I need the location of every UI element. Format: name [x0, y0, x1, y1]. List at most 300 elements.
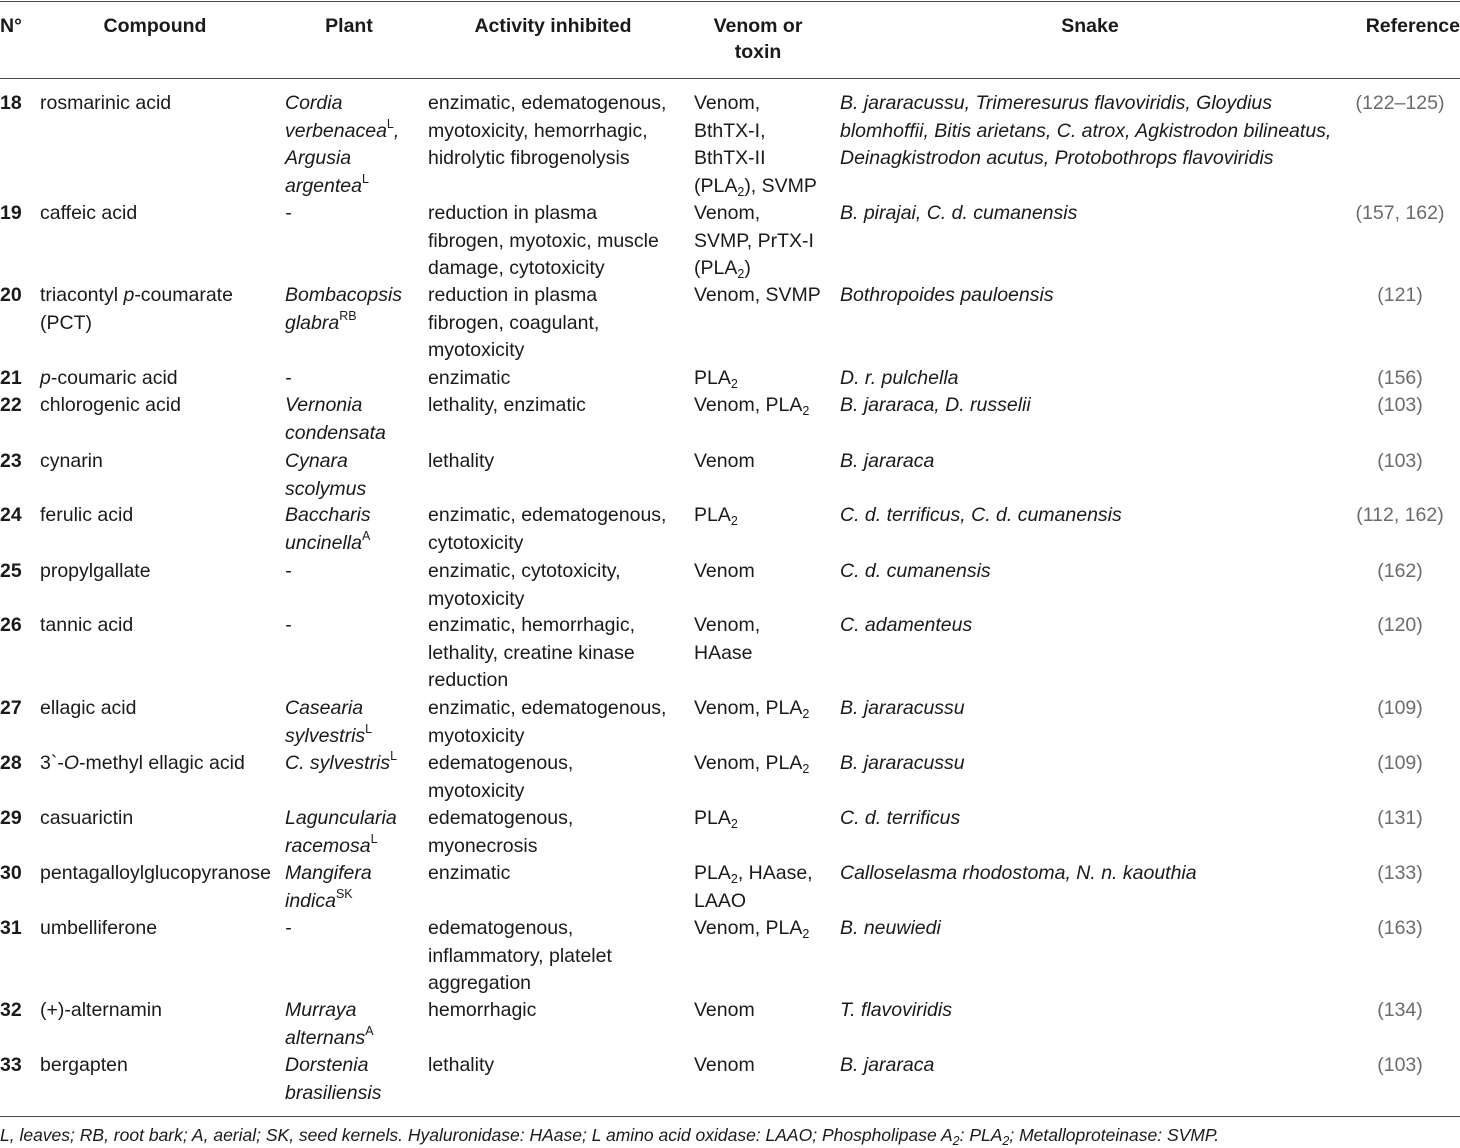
- cell-snake: [840, 90, 1331, 173]
- cell-venom: [694, 200, 814, 283]
- activity-line: [428, 502, 666, 530]
- compound-line: [40, 90, 171, 118]
- cell-plant: [285, 200, 292, 228]
- text-segment: cynarin: [40, 450, 103, 472]
- activity-line: [428, 200, 659, 228]
- text-segment: 2: [1002, 1134, 1010, 1148]
- compound-line: [40, 750, 245, 778]
- plant-line: [285, 750, 397, 778]
- activity-line: [428, 805, 573, 833]
- text-segment: Mangifera: [285, 862, 372, 884]
- snake-line: [840, 1052, 934, 1080]
- row-number: 29: [0, 807, 22, 829]
- plant-line: [285, 145, 399, 173]
- plant-line: [285, 833, 397, 861]
- row-number: 28: [0, 752, 22, 774]
- plant-line: [285, 310, 402, 338]
- text-segment: B. jararacussu, Trimeresurus flavoviridis, Gloydius: [840, 92, 1273, 114]
- venom-line: [694, 365, 738, 393]
- cell-activity: [428, 282, 599, 365]
- text-segment: myonecrosis: [428, 834, 538, 857]
- text-segment: Venom,: [694, 92, 761, 114]
- cell-activity: [428, 695, 666, 750]
- plant-line: [285, 90, 399, 118]
- row-number: 32: [0, 999, 22, 1021]
- text-segment: Venom, PLA: [694, 917, 803, 939]
- header-venom-line-1: Venom or: [713, 15, 803, 37]
- activity-line: [428, 860, 510, 888]
- plant-line: [285, 1052, 381, 1080]
- text-segment: lethality, enzimatic: [428, 394, 586, 416]
- cell-compound: [40, 805, 133, 833]
- text-segment: Cynara: [285, 450, 348, 472]
- venom-line: [694, 118, 817, 146]
- compound-line: [40, 558, 151, 586]
- cell-snake: [840, 612, 972, 640]
- text-segment: verbenacea: [285, 119, 387, 142]
- text-segment: BthTX-II: [694, 147, 766, 169]
- compound-line: [40, 310, 233, 338]
- cell-snake: [840, 448, 934, 476]
- row-number: 30: [0, 862, 22, 884]
- text-segment: L: [365, 721, 373, 736]
- cell-activity: [428, 200, 659, 283]
- text-segment: lethality: [428, 450, 495, 472]
- compound-line: [40, 1052, 128, 1080]
- cell-venom: [694, 448, 755, 476]
- text-segment: hemorrhagic: [428, 999, 537, 1021]
- cell-venom: [694, 860, 813, 915]
- text-segment: chlorogenic acid: [40, 394, 181, 416]
- cell-activity: [428, 805, 573, 860]
- activity-line: [428, 586, 621, 614]
- compound-line: [40, 695, 136, 723]
- plant-line: [285, 200, 292, 228]
- activity-line: [428, 448, 494, 476]
- text-segment: B. jararaca, D. russelii: [840, 394, 1031, 416]
- text-segment: indica: [285, 889, 336, 912]
- header-compound: Compound: [103, 15, 207, 37]
- plant-line: [285, 392, 386, 420]
- text-segment: Venom,: [694, 614, 761, 636]
- venom-line: [694, 750, 809, 778]
- compound-line: [40, 365, 178, 393]
- compound-line: [40, 392, 181, 420]
- text-segment: (PCT): [40, 311, 92, 334]
- text-segment: enzimatic, edematogenous,: [428, 504, 667, 526]
- activity-line: [428, 558, 621, 586]
- top-rule: [0, 1, 1460, 2]
- text-segment: umbelliferone: [40, 917, 158, 939]
- text-segment: -methyl ellagic acid: [79, 752, 245, 774]
- cell-venom: [694, 282, 821, 310]
- text-segment: reduction: [428, 669, 509, 691]
- cell-snake: [840, 200, 1077, 228]
- snake-line: [840, 392, 1031, 420]
- plant-line: [285, 420, 386, 448]
- venom-line: [694, 805, 738, 833]
- activity-line: [428, 228, 659, 256]
- text-segment: inflammatory, platelet: [428, 944, 612, 967]
- snake-line: [840, 448, 934, 476]
- text-segment: 3`-: [40, 752, 64, 774]
- cell-plant: [285, 695, 372, 750]
- cell-reference: (112, 162): [1356, 504, 1444, 526]
- venom-line: [694, 200, 814, 228]
- row-number: 31: [0, 917, 22, 939]
- text-segment: PLA: [694, 862, 731, 884]
- text-segment: : PLA: [959, 1125, 1003, 1145]
- activity-line: [428, 365, 510, 393]
- cell-venom: [694, 997, 755, 1025]
- text-segment: C. sylvestris: [285, 752, 391, 774]
- text-segment: (PLA: [694, 174, 738, 197]
- text-segment: lethality, creatine kinase: [428, 641, 635, 664]
- text-segment: myotoxicity, hemorrhagic,: [428, 119, 648, 142]
- cell-activity: [428, 392, 586, 420]
- text-segment: Casearia: [285, 697, 364, 719]
- activity-line: [428, 943, 612, 971]
- header-num: N°: [0, 15, 22, 37]
- cell-reference: (103): [1377, 394, 1423, 416]
- compound-line: [40, 997, 162, 1025]
- text-segment: -: [285, 917, 292, 939]
- text-segment: Bombacopsis: [285, 284, 403, 306]
- text-segment: -: [285, 202, 292, 224]
- plant-line: [285, 558, 292, 586]
- text-segment: L: [390, 749, 398, 763]
- text-segment: -: [285, 367, 292, 389]
- activity-line: [428, 997, 536, 1025]
- cell-reference: (122–125): [1355, 92, 1445, 114]
- text-segment: T. flavoviridis: [840, 999, 952, 1021]
- text-segment: lethality: [428, 1054, 495, 1076]
- text-segment: Venom: [694, 560, 755, 582]
- venom-line: [694, 90, 817, 118]
- text-segment: D. r. pulchella: [840, 367, 959, 389]
- text-segment: , HAase,: [737, 862, 813, 884]
- plant-line: [285, 612, 292, 640]
- plant-line: [285, 476, 366, 504]
- row-number: 24: [0, 504, 22, 526]
- text-segment: pentagalloylglucopyranose: [40, 862, 271, 884]
- row-number: 27: [0, 697, 22, 719]
- cell-snake: [840, 365, 959, 393]
- text-segment: 2: [802, 707, 810, 721]
- header-rule: [0, 78, 1460, 79]
- compound-line: [40, 448, 103, 476]
- text-segment: -coumaric acid: [50, 367, 178, 389]
- text-segment: 2: [952, 1134, 960, 1148]
- row-number: 21: [0, 367, 22, 389]
- cell-reference: (103): [1377, 1054, 1423, 1076]
- text-segment: enzimatic, cytotoxicity,: [428, 560, 621, 582]
- cell-compound: [40, 997, 162, 1025]
- text-segment: enzimatic, edematogenous,: [428, 92, 667, 114]
- text-segment: HAase: [694, 641, 753, 664]
- text-segment: casuarictin: [40, 807, 134, 829]
- text-segment: enzimatic, edematogenous,: [428, 697, 667, 719]
- cell-venom: [694, 90, 817, 200]
- cell-reference: (109): [1377, 752, 1423, 774]
- cell-activity: [428, 750, 573, 805]
- text-segment: C. adamenteus: [840, 614, 973, 636]
- text-segment: Venom, PLA: [694, 394, 803, 416]
- text-segment: Vernonia: [285, 394, 363, 416]
- cell-snake: [840, 282, 1054, 310]
- text-segment: ,: [393, 119, 400, 142]
- activity-line: [428, 530, 666, 558]
- venom-line: [694, 915, 809, 943]
- text-segment: damage, cytotoxicity: [428, 257, 605, 279]
- venom-line: [694, 502, 738, 530]
- text-segment: L: [361, 171, 369, 186]
- snake-line: [840, 558, 991, 586]
- text-segment: ; Metalloproteinase: SVMP.: [1009, 1125, 1220, 1145]
- venom-line: [694, 145, 817, 173]
- activity-line: [428, 640, 635, 668]
- plant-line: [285, 365, 292, 393]
- text-segment: myotoxicity: [428, 587, 525, 610]
- row-number: 33: [0, 1054, 22, 1076]
- snake-line: [840, 695, 965, 723]
- text-segment: p: [123, 284, 135, 306]
- activity-line: [428, 310, 599, 338]
- plant-line: [285, 805, 397, 833]
- cell-compound: [40, 612, 133, 640]
- activity-line: [428, 392, 586, 420]
- row-number: 26: [0, 614, 22, 636]
- snake-line: [840, 90, 1331, 118]
- venom-line: [694, 255, 814, 283]
- cell-plant: [285, 612, 292, 640]
- activity-line: [428, 750, 573, 778]
- cell-reference: (131): [1377, 807, 1423, 829]
- text-segment: -coumarate: [134, 284, 233, 306]
- plant-line: [285, 915, 292, 943]
- venom-line: [694, 612, 760, 640]
- snake-line: [840, 502, 1122, 530]
- text-segment: B. jararacussu: [840, 752, 965, 774]
- text-segment: enzimatic: [428, 862, 511, 884]
- text-segment: Deinagkistrodon acutus, Protobothrops flavoviridis: [840, 147, 1274, 169]
- activity-line: [428, 612, 635, 640]
- snake-line: [840, 915, 941, 943]
- bottom-rule: [0, 1116, 1460, 1117]
- text-segment: 2: [802, 404, 810, 418]
- text-segment: Laguncularia: [285, 807, 397, 829]
- venom-line: [694, 997, 755, 1025]
- text-segment: bergapten: [40, 1054, 128, 1076]
- text-segment: brasiliensis: [285, 1081, 382, 1104]
- text-segment: uncinella: [285, 531, 362, 554]
- text-segment: reduction in plasma: [428, 202, 598, 224]
- cell-plant: [285, 448, 366, 503]
- compound-line: [40, 860, 271, 888]
- activity-line: [428, 118, 666, 146]
- snake-line: [840, 145, 1331, 173]
- text-segment: cytotoxicity: [428, 531, 524, 554]
- text-segment: L: [370, 831, 378, 846]
- activity-line: [428, 915, 612, 943]
- text-segment: B. pirajai, C. d. cumanensis: [840, 202, 1078, 224]
- cell-compound: [40, 695, 136, 723]
- text-segment: A: [361, 528, 371, 543]
- cell-venom: [694, 750, 809, 778]
- venom-line: [694, 640, 760, 668]
- text-segment: rosmarinic acid: [40, 92, 172, 114]
- row-number: 23: [0, 450, 22, 472]
- cell-snake: [840, 750, 965, 778]
- venom-line: [694, 448, 755, 476]
- plant-line: [285, 502, 371, 530]
- venom-line: [694, 558, 755, 586]
- compound-line: [40, 282, 233, 310]
- plant-line: [285, 448, 366, 476]
- text-segment: O: [63, 752, 80, 774]
- text-segment: (PLA: [694, 257, 738, 279]
- venom-line: [694, 173, 817, 201]
- text-segment: Venom,: [694, 202, 761, 224]
- cell-plant: [285, 392, 386, 447]
- text-segment: BthTX-I,: [694, 119, 766, 142]
- activity-line: [428, 723, 666, 751]
- cell-snake: [840, 695, 965, 723]
- text-segment: tannic acid: [40, 614, 134, 636]
- text-segment: edematogenous,: [428, 807, 574, 829]
- compound-line: [40, 915, 157, 943]
- activity-line: [428, 970, 612, 998]
- text-segment: caffeic acid: [40, 202, 138, 224]
- text-segment: ellagic acid: [40, 697, 137, 719]
- cell-activity: [428, 612, 635, 695]
- cell-reference: (109): [1377, 697, 1423, 719]
- cell-compound: [40, 860, 271, 888]
- activity-line: [428, 1052, 494, 1080]
- snake-line: [840, 612, 972, 640]
- text-segment: myotoxicity: [428, 339, 525, 361]
- row-number: 19: [0, 202, 22, 224]
- compound-line: [40, 612, 133, 640]
- cell-compound: [40, 200, 137, 228]
- row-number: 20: [0, 284, 22, 306]
- text-segment: aggregation: [428, 972, 532, 994]
- cell-venom: [694, 392, 809, 420]
- snake-line: [840, 282, 1054, 310]
- cell-reference: (103): [1377, 450, 1423, 472]
- text-segment: ): [744, 257, 751, 279]
- header-activity: Activity inhibited: [474, 15, 632, 37]
- snake-line: [840, 805, 960, 833]
- venom-line: [694, 1052, 755, 1080]
- text-segment: Venom, PLA: [694, 752, 803, 774]
- plant-line: [285, 860, 372, 888]
- cell-plant: [285, 558, 292, 586]
- text-segment: 2: [730, 377, 738, 391]
- text-segment: myotoxicity: [428, 779, 525, 802]
- text-segment: glabra: [285, 311, 340, 334]
- text-segment: Cordia: [285, 92, 343, 114]
- activity-line: [428, 282, 599, 310]
- cell-reference: (120): [1377, 614, 1423, 636]
- cell-activity: [428, 860, 510, 888]
- text-segment: C. d. terrificus, C. d. cumanensis: [840, 504, 1122, 526]
- text-segment: Bothropoides pauloensis: [840, 284, 1054, 306]
- cell-compound: [40, 90, 171, 118]
- text-segment: propylgallate: [40, 560, 151, 582]
- text-segment: L, leaves; RB, root bark; A, aerial; SK, seed kernels. Hyaluronidase: HAase; L amino acid oxidase: LAAO; Phospholipase A: [0, 1125, 953, 1145]
- cell-activity: [428, 1052, 494, 1080]
- cell-compound: [40, 750, 245, 778]
- text-segment: Baccharis: [285, 504, 371, 526]
- activity-line: [428, 695, 666, 723]
- text-segment: C. d. cumanensis: [840, 560, 991, 582]
- text-segment: argentea: [285, 174, 362, 197]
- text-segment: p: [40, 367, 51, 389]
- text-segment: edematogenous,: [428, 917, 574, 939]
- text-segment: -: [285, 560, 292, 582]
- text-segment: sylvestris: [285, 724, 366, 747]
- text-segment: fibrogen, myotoxic, muscle: [428, 229, 659, 252]
- cell-plant: [285, 90, 399, 200]
- text-segment: L: [386, 116, 394, 131]
- snake-line: [840, 118, 1331, 146]
- text-segment: -: [285, 614, 292, 636]
- text-segment: RB: [339, 308, 357, 323]
- text-segment: Dorstenia: [285, 1054, 369, 1076]
- venom-line: [694, 282, 821, 310]
- plant-line: [285, 1080, 381, 1108]
- text-segment: condensata: [285, 421, 386, 444]
- cell-snake: [840, 1052, 934, 1080]
- text-segment: B. jararaca: [840, 1054, 935, 1076]
- cell-venom: [694, 695, 809, 723]
- cell-snake: [840, 997, 952, 1025]
- table-footnote: [0, 1125, 1219, 1146]
- cell-snake: [840, 558, 991, 586]
- cell-plant: [285, 502, 371, 557]
- text-segment: hidrolytic fibrogenolysis: [428, 147, 630, 169]
- text-segment: Venom: [694, 999, 755, 1021]
- text-segment: Venom, SVMP: [694, 284, 821, 306]
- text-segment: reduction in plasma: [428, 284, 598, 306]
- cell-venom: [694, 612, 760, 667]
- cell-venom: [694, 365, 738, 393]
- header-venom: [693, 13, 823, 65]
- venom-line: [694, 695, 809, 723]
- text-segment: Calloselasma rhodostoma, N. n. kaouthia: [840, 862, 1197, 884]
- text-segment: (+)-alternamin: [40, 999, 162, 1021]
- snake-line: [840, 997, 952, 1025]
- activity-line: [428, 90, 666, 118]
- text-segment: SK: [335, 886, 353, 901]
- cell-reference: (133): [1377, 862, 1423, 884]
- text-segment: alternans: [285, 1026, 366, 1049]
- cell-reference: (121): [1377, 284, 1423, 306]
- cell-compound: [40, 365, 178, 393]
- cell-snake: [840, 392, 1031, 420]
- venom-line: [694, 228, 814, 256]
- cell-plant: [285, 915, 292, 943]
- cell-reference: (163): [1377, 917, 1423, 939]
- cell-plant: [285, 750, 397, 778]
- cell-venom: [694, 502, 738, 530]
- plant-line: [285, 888, 372, 916]
- text-segment: 2: [737, 184, 745, 199]
- cell-plant: [285, 860, 372, 915]
- plant-line: [285, 723, 372, 751]
- text-segment: blomhoffii, Bitis arietans, C. atrox, Agkistrodon bilineatus,: [840, 119, 1332, 142]
